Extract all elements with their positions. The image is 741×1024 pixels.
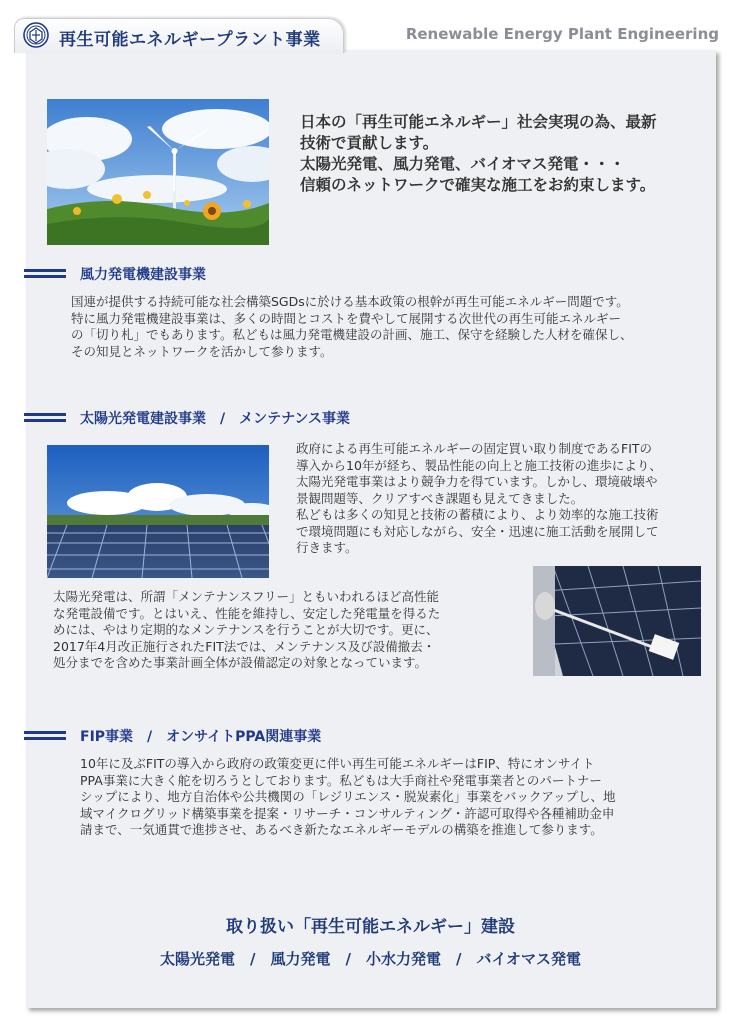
text-line: な発電設備です。とはいえ、性能を維持し、安定した発電量を得るた — [53, 605, 441, 621]
text-line: 景観問題等、クリアすべき課題も見えてきました。 — [296, 490, 584, 506]
intro-line: 日本の「再生可能エネルギー」社会実現の為、最新 — [300, 113, 657, 131]
section-title-solar: 太陽光発電建設事業 / メンテナンス事業 — [80, 411, 350, 427]
company-logo-icon — [23, 22, 49, 48]
solar-farm-photo — [47, 445, 269, 578]
panel-cleaning-photo — [533, 566, 701, 676]
section-bar-icon — [24, 413, 66, 422]
english-title: Renewable Energy Plant Engineering — [405, 25, 719, 43]
text-line: 国連が提供する持続可能な社会構築SGDsに於ける基本政策の根幹が再生可能エネルギー問題です。 — [71, 294, 629, 309]
text-line: PPA事業に大きく舵を切ろうとしております。私どもは大手商社や発電事業者とのパートナー — [80, 772, 602, 788]
text-line: の「切り札」でもあります。私どもは風力発電機建設の計画、施工、保守を経験した人材を確保し、 — [71, 327, 633, 342]
text-line: 行きます。 — [296, 540, 358, 555]
text-line: シップにより、地方自治体や公共機関の「レジリエンス・脱炭素化」事業をバックアップし、地 — [80, 789, 616, 804]
text-line: めには、やはり定期的なメンテナンスを行うことが大切です。更に、 — [53, 622, 439, 637]
section-bar-icon — [24, 269, 66, 278]
text-line: 域マイクログリッド構築事業を提案・リサーチ・コンサルティング・許認可取得や各種補助金申 — [80, 805, 615, 821]
intro-line: 信頼のネットワークで確実な施工をお約束します。 — [300, 176, 656, 194]
text-line: 処分までを含めた事業計画全体が設備認定の対象となっています。 — [53, 655, 428, 670]
intro-text — [300, 112, 720, 196]
text-line: 請まで、一気通貫で進捗させ、あるべき新たなエネルギーモデルの構築を推進して参ります。 — [80, 822, 603, 837]
text-line: で環境問題にも対応しながら、安全・迅速に施工活動を展開して — [296, 523, 659, 539]
text-line: 太陽光発電は、所謂「メンテナンスフリー」ともいわれるほど高性能 — [53, 589, 440, 604]
header-tab — [14, 18, 344, 53]
handling-title: 取り扱い「再生可能エネルギー」建設 — [226, 917, 515, 937]
text-line: 政府による再生可能エネルギーの固定買い取り制度であるFITの — [296, 441, 653, 456]
section-bar-icon — [24, 731, 66, 740]
text-line: 導入から10年が経ち、製品性能の向上と施工技術の進歩により、 — [296, 457, 662, 473]
text-line: 私どもは多くの知見と技術の蓄積により、より効率的な施工技術 — [296, 507, 659, 522]
text-line: 2017年4月改正施行されたFIT法では、メンテナンス及び設備撤去・ — [53, 638, 436, 654]
page-title: 再生可能エネルギープラント事業 — [59, 30, 321, 50]
text-line: 10年に及ぶFITの導入から政府の政策変更に伴い再生可能エネルギーはFIP、特にオンサイト — [80, 756, 595, 771]
text-line: その知見とネットワークを活かして参ります。 — [71, 343, 333, 359]
solar-body-text-right — [296, 441, 721, 557]
intro-line: 技術で貢献します。 — [300, 134, 439, 152]
text-line: 太陽光発電事業はより競争力を得ています。しかし、環境破壊や — [296, 474, 658, 489]
solar-body-text-left — [53, 589, 523, 672]
text-line: 特に風力発電機建設事業は、多くの時間とコストを費やして展開する次世代の再生可能エネルギー — [71, 310, 622, 326]
section-title-fip: FIP事業 / オンサイトPPA関連事業 — [80, 729, 322, 745]
wind-body-text — [71, 294, 721, 360]
section-title-wind: 風力発電機建設事業 — [80, 267, 206, 283]
intro-line: 太陽光発電、風力発電、バイオマス発電・・・ — [300, 155, 626, 173]
handling-items: 太陽光発電 / 風力発電 / 小水力発電 / バイオマス発電 — [160, 950, 581, 968]
fip-body-text — [80, 756, 720, 839]
wind-turbine-photo — [47, 99, 269, 245]
